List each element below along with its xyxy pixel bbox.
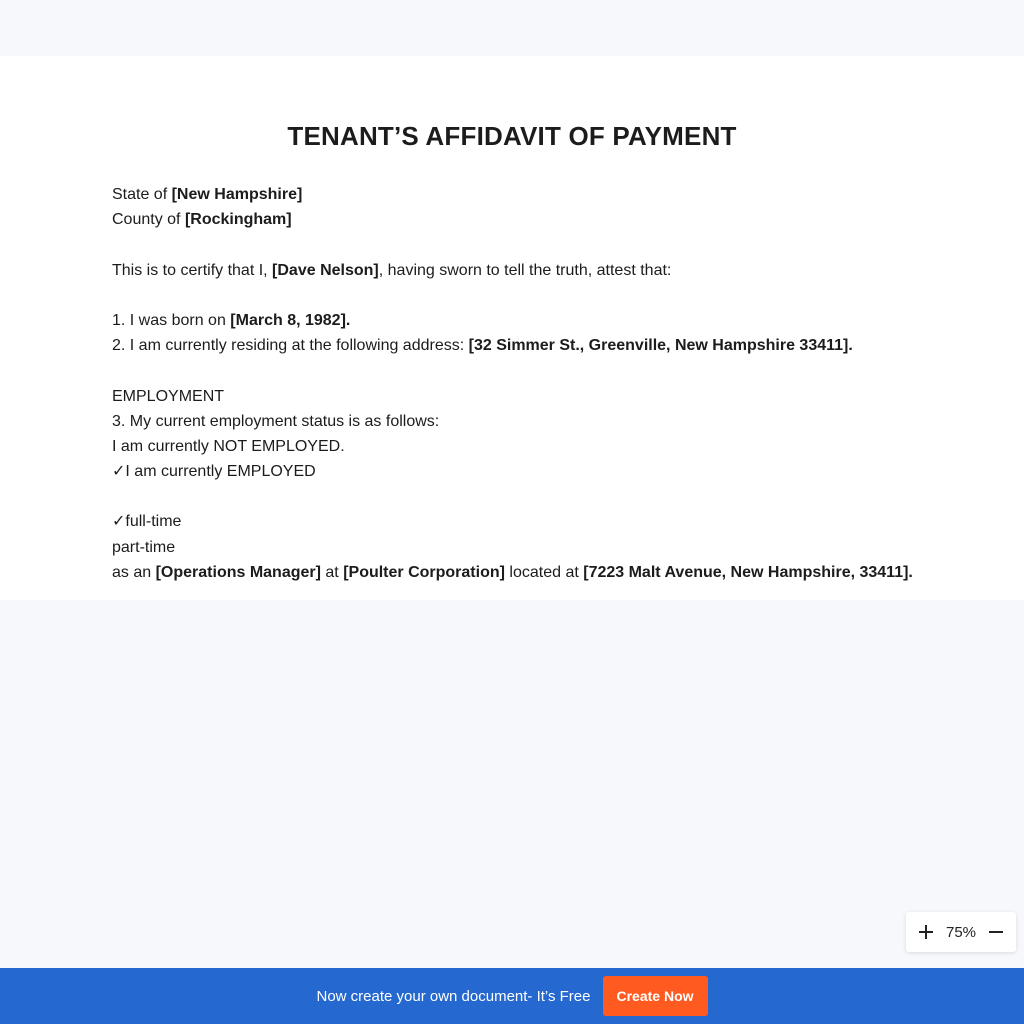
county-line: County of [Rockingham] [112, 211, 292, 229]
address-line: 2. I am currently residing at the following address: [32 Simmer St., Greenville, New Hampshire 33411]. [112, 337, 853, 355]
state-value: [New Hampshire] [171, 186, 303, 203]
cta-prompt: Now create your own document- It’s Free [316, 987, 591, 1005]
create-now-button[interactable]: Create Now [603, 976, 708, 1016]
document-body [112, 182, 972, 585]
not-employed-option: I am currently NOT EMPLOYED. [112, 437, 345, 455]
county-value: [Rockingham] [184, 211, 292, 229]
cta-bar [0, 968, 1024, 1024]
plus-icon [916, 922, 936, 942]
document-title: TENANT’S AFFIDAVIT OF PAYMENT [287, 121, 737, 151]
zoom-in-button[interactable] [916, 922, 936, 942]
birth-date: [March 8, 1982]. [230, 311, 351, 329]
zoom-control [906, 912, 1016, 952]
job-line: as an [Operations Manager] at [Poulter Corporation] located at [7223 Malt Avenue, New Hampshire, 33411]. [112, 563, 913, 581]
certify-line: This is to certify that I, [Dave Nelson], having sworn to tell the truth, attest that: [112, 261, 672, 279]
job-company: [Poulter Corporation] [343, 563, 505, 581]
employed-option: ✓I am currently EMPLOYED [112, 463, 316, 481]
address-value: [32 Simmer St., Greenville, New Hampshire 33411]. [468, 337, 853, 355]
job-title: [Operations Manager] [155, 563, 321, 581]
state-line: State of [New Hampshire] [112, 186, 303, 203]
part-time-option: part-time [112, 538, 176, 556]
birth-line: 1. I was born on [March 8, 1982]. [112, 311, 351, 329]
zoom-level: 75% [945, 923, 977, 941]
full-time-option: ✓full-time [112, 513, 182, 531]
minus-icon [986, 922, 1006, 942]
employment-status-line: 3. My current employment status is as follows: [112, 412, 440, 430]
certify-name: [Dave Nelson] [272, 261, 379, 279]
job-address: [7223 Malt Avenue, New Hampshire, 33411]. [583, 563, 913, 581]
employment-heading: EMPLOYMENT [112, 387, 225, 405]
zoom-out-button[interactable] [986, 922, 1006, 942]
